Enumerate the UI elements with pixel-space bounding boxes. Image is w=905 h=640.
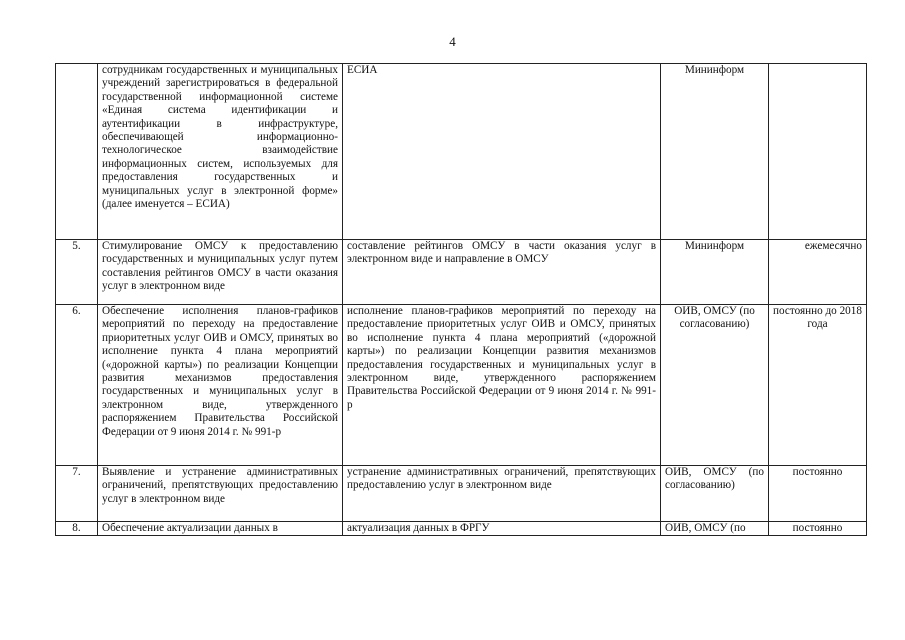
row-number: 8. — [56, 522, 98, 536]
row-number: 6. — [56, 305, 98, 466]
event-cell: Обеспечение исполнения планов-графиков мероприятий по переходу на предоставление приоритетных услуг ОИВ и ОМСУ, принятых во исполнение пункта 4 плана мероприятий («дорожной карты») по реализации Концепции развития механизмов предоставления государственных и муниципальных услуг в электронном виде, утвержденного распоряжением Правительства Российской Федерации от 9 июня 2014 г. № 991-р — [98, 305, 343, 466]
deadline-cell: постоянно — [769, 522, 867, 536]
event-cell: Стимулирование ОМСУ к предоставлению государственных и муниципальных услуг путем составления рейтингов ОМСУ в части оказания услуг в электронном виде — [98, 240, 343, 305]
responsible-cell: Мининформ — [661, 240, 769, 305]
deadline-cell — [769, 64, 867, 240]
table-row — [56, 240, 867, 305]
table-row — [56, 522, 867, 536]
responsible-cell: ОИВ, ОМСУ (по — [661, 522, 769, 536]
responsible-cell: Мининформ — [661, 64, 769, 240]
responsible-cell: ОИВ, ОМСУ (по согласованию) — [661, 305, 769, 466]
event-cell: Выявление и устранение административных ограничений, препятствующих предоставлению услуг в электронном виде — [98, 466, 343, 522]
table-row — [56, 305, 867, 466]
row-number: 7. — [56, 466, 98, 522]
page-number: 4 — [449, 34, 456, 49]
row-number: 5. — [56, 240, 98, 305]
row-number — [56, 64, 98, 240]
table-row — [56, 64, 867, 240]
responsible-cell: ОИВ, ОМСУ (по согласованию) — [661, 466, 769, 522]
table-row — [56, 466, 867, 522]
result-cell: исполнение планов-графиков мероприятий по переходу на предоставление приоритетных услуг ОИВ и ОМСУ, принятых во исполнение пункта 4 плана мероприятий («дорожной карты») по реализации Концепции развития механизмов предоставления государственных и муниципальных услуг в электронном виде, утвержденного распоряжением Правительства Российской Федерации от 9 июня 2014 г. № 991-р — [343, 305, 661, 466]
deadline-cell: постоянно до 2018 года — [769, 305, 867, 466]
result-cell: составление рейтингов ОМСУ в части оказания услуг в электронном виде и направление в ОМСУ — [343, 240, 661, 305]
event-cell: Обеспечение актуализации данных в — [98, 522, 343, 536]
plan-table — [55, 63, 867, 536]
result-cell: ЕСИА — [343, 64, 661, 240]
deadline-cell: ежемесячно — [769, 240, 867, 305]
deadline-cell: постоянно — [769, 466, 867, 522]
event-cell: сотрудникам государственных и муниципальных учреждений зарегистрироваться в федеральной государственной информационной системе «Единая система идентификации и аутентификации в инфраструктуре, обеспечивающей информационно-технологическое взаимодействие информационных систем, используемых для предоставления государственных и муниципальных услуг в электронной форме» (далее именуется – ЕСИА) — [98, 64, 343, 240]
result-cell: устранение административных ограничений, препятствующих предоставлению услуг в электронном виде — [343, 466, 661, 522]
result-cell: актуализация данных в ФРГУ — [343, 522, 661, 536]
